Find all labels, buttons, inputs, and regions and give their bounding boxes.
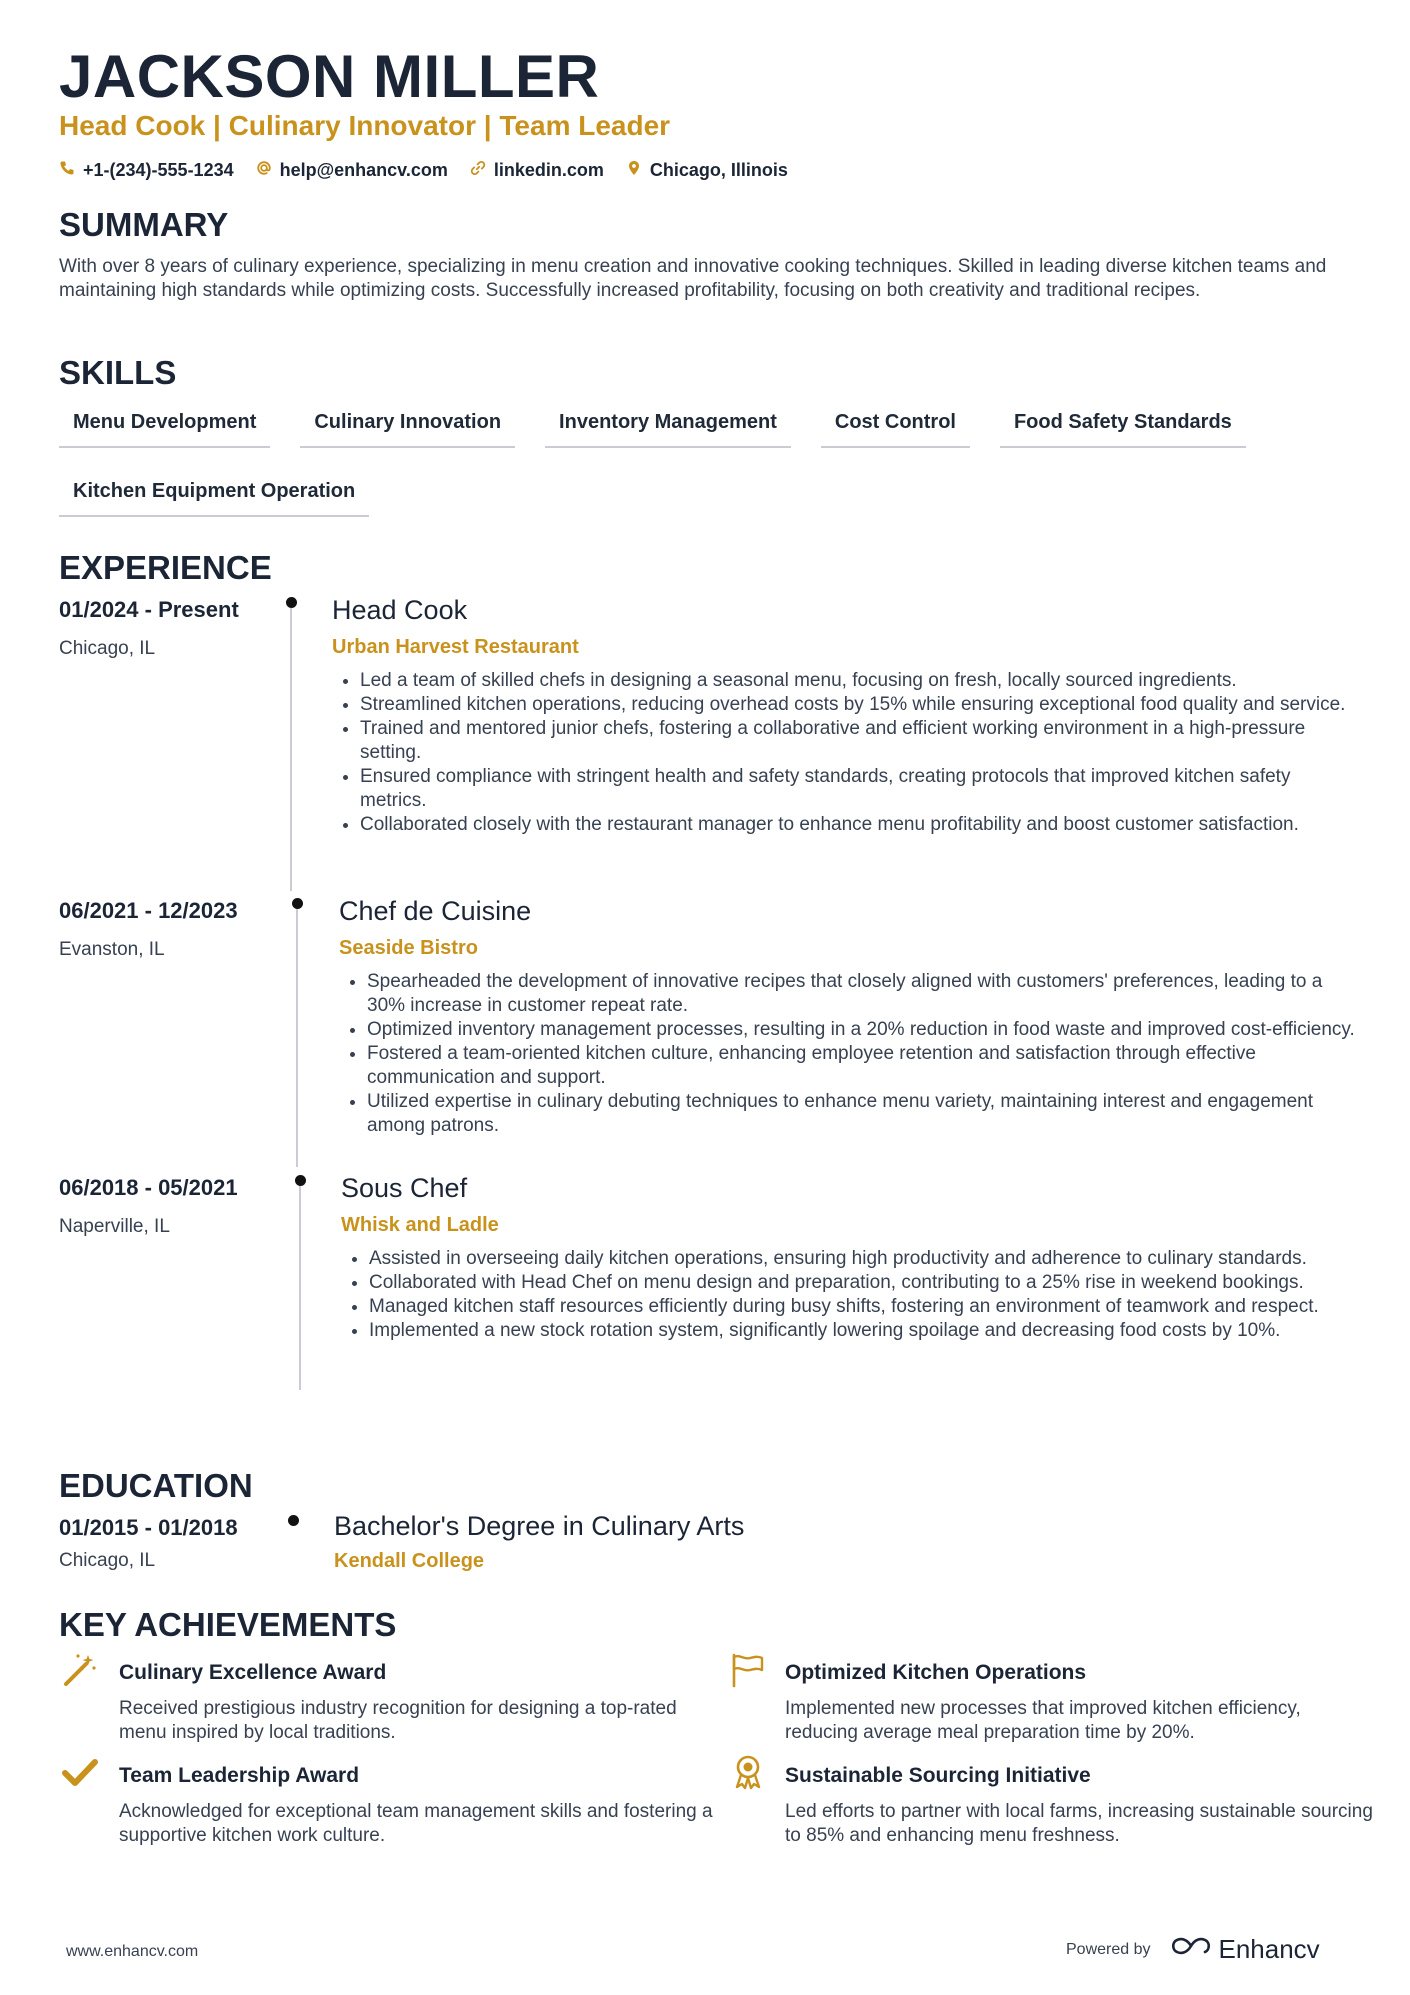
job-bullet: • Trained and mentored junior chefs, fostering a collaborative and efficient working environment in a high-pressure setting.	[360, 717, 1354, 765]
brand-logo[interactable]	[1169, 1934, 1320, 1965]
job-bullet: • Streamlined kitchen operations, reducing overhead costs by 15% while ensuring exceptional food quality and service.	[360, 693, 1354, 717]
candidate-name: JACKSON MILLER	[59, 43, 600, 110]
skill-tag: Inventory Management	[545, 405, 791, 448]
skill-tag: Food Safety Standards	[1000, 405, 1246, 448]
phone-icon	[59, 160, 75, 181]
job-location: Naperville, IL	[59, 1216, 170, 1237]
brand-name: Enhancv	[1218, 1934, 1320, 1964]
checkmark-icon	[62, 1754, 98, 1795]
job-bullet: • Ensured compliance with stringent health and safety standards, creating protocols that improved kitchen safety metrics.	[360, 765, 1354, 813]
link-icon	[470, 160, 486, 181]
job-bullet: • Fostered a team-oriented kitchen culture, enhancing employee retention and satisfaction through effective communication and support.	[367, 1042, 1361, 1090]
job-bullet: • Spearheaded the development of innovative recipes that closely aligned with customers' preferences, leading to a 30% increase in customer repeat rate.	[367, 970, 1361, 1018]
location-pin-icon	[626, 160, 642, 181]
achievement-title: Culinary Excellence Award	[119, 1661, 387, 1684]
skill-tag: Culinary Innovation	[300, 405, 515, 448]
job-company: Whisk and Ladle	[341, 1214, 499, 1236]
contact-bar	[59, 160, 788, 181]
achievement-desc: Led efforts to partner with local farms, increasing sustainable sourcing to 85% and enhancing menu freshness.	[785, 1801, 1373, 1846]
candidate-tagline: Head Cook | Culinary Innovator | Team Leader	[59, 110, 671, 141]
achievements-heading: KEY ACHIEVEMENTS	[59, 1606, 397, 1643]
flag-icon	[730, 1652, 766, 1693]
job-bullet: • Implemented a new stock rotation system, significantly lowering spoilage and decreasing food costs by 10%.	[369, 1319, 1363, 1343]
job-title: Chef de Cuisine	[339, 896, 532, 926]
job-company: Seaside Bistro	[339, 937, 478, 959]
timeline-dot	[288, 1515, 299, 1526]
contact-phone[interactable]	[59, 160, 234, 181]
timeline-dot	[286, 597, 297, 608]
job-bullet: • Led a team of skilled chefs in designing a seasonal menu, focusing on fresh, locally sourced ingredients.	[360, 669, 1354, 693]
achievement-title: Team Leadership Award	[119, 1764, 360, 1787]
powered-by-label: Powered by	[1066, 1940, 1151, 1958]
footer-branding	[1066, 1934, 1320, 1965]
job-location: Chicago, IL	[59, 638, 156, 659]
achievement-title: Sustainable Sourcing Initiative	[785, 1764, 1091, 1787]
education-degree: Bachelor's Degree in Culinary Arts	[334, 1511, 745, 1541]
timeline-line	[296, 909, 298, 1167]
contact-email-text: help@enhancv.com	[279, 160, 448, 180]
job-bullets	[343, 1247, 1363, 1343]
education-dates: 01/2015 - 01/2018	[59, 1515, 238, 1540]
achievement-title: Optimized Kitchen Operations	[785, 1661, 1087, 1684]
timeline-dot	[295, 1175, 306, 1186]
job-dates: 06/2021 - 12/2023	[59, 898, 238, 923]
contact-linkedin-text: linkedin.com	[493, 160, 604, 180]
education-location: Chicago, IL	[59, 1550, 156, 1571]
magic-wand-icon	[62, 1652, 98, 1693]
job-bullet: • Collaborated closely with the restaurant manager to enhance menu profitability and boost customer satisfaction.	[360, 813, 1354, 837]
timeline-line	[290, 608, 292, 891]
skills-heading: SKILLS	[59, 354, 177, 391]
job-bullet: • Assisted in overseeing daily kitchen operations, ensuring high productivity and adherence to culinary standards.	[369, 1247, 1363, 1271]
achievement-desc: Received prestigious industry recognition for designing a top-rated menu inspired by local traditions.	[119, 1698, 677, 1743]
contact-phone-text: +1-(234)-555-1234	[83, 160, 234, 180]
job-company: Urban Harvest Restaurant	[332, 636, 579, 658]
contact-location-text: Chicago, Illinois	[649, 160, 788, 180]
job-dates: 01/2024 - Present	[59, 597, 239, 622]
contact-linkedin[interactable]	[470, 160, 604, 181]
job-bullet: • Collaborated with Head Chef on menu design and preparation, contributing to a 25% rise in weekend bookings.	[369, 1271, 1363, 1295]
skill-tag: Cost Control	[821, 405, 970, 448]
education-school: Kendall College	[334, 1550, 485, 1572]
footer-website[interactable]: www.enhancv.com	[66, 1943, 199, 1960]
job-bullet: • Managed kitchen staff resources efficiently during busy shifts, fostering an environment of teamwork and respect.	[369, 1295, 1363, 1319]
summary-heading: SUMMARY	[59, 206, 229, 243]
job-title: Sous Chef	[341, 1173, 468, 1203]
contact-location	[626, 160, 788, 181]
education-heading: EDUCATION	[59, 1467, 253, 1504]
job-bullet: • Utilized expertise in culinary debuting techniques to enhance menu variety, maintaining interest and engagement among patrons.	[367, 1090, 1361, 1138]
achievement-desc: Acknowledged for exceptional team management skills and fostering a supportive kitchen work culture.	[119, 1801, 713, 1846]
summary-text: With over 8 years of culinary experience, specializing in menu creation and innovative cooking techniques. Skilled in leading diverse kitchen teams and maintaining high standards while optimizing costs. Successfully increased profitability, focusing on both creativity and traditional recipes.	[59, 256, 1327, 301]
job-bullets	[341, 970, 1361, 1138]
achievement-desc: Implemented new processes that improved kitchen efficiency, reducing average meal preparation time by 20%.	[785, 1698, 1301, 1743]
skills-list	[59, 405, 1359, 517]
contact-email[interactable]	[256, 160, 448, 181]
job-title: Head Cook	[332, 595, 468, 625]
skill-tag: Kitchen Equipment Operation	[59, 474, 369, 517]
timeline-dot	[292, 898, 303, 909]
timeline-line	[299, 1186, 301, 1390]
at-icon	[256, 160, 272, 181]
award-ribbon-icon	[730, 1754, 766, 1795]
enhancv-logo-icon	[1169, 1934, 1213, 1965]
job-dates: 06/2018 - 05/2021	[59, 1175, 238, 1200]
experience-heading: EXPERIENCE	[59, 549, 272, 586]
skill-tag: Menu Development	[59, 405, 270, 448]
job-bullet: • Optimized inventory management processes, resulting in a 20% reduction in food waste and improved cost-efficiency.	[367, 1018, 1361, 1042]
job-location: Evanston, IL	[59, 939, 165, 960]
job-bullets	[334, 669, 1354, 837]
